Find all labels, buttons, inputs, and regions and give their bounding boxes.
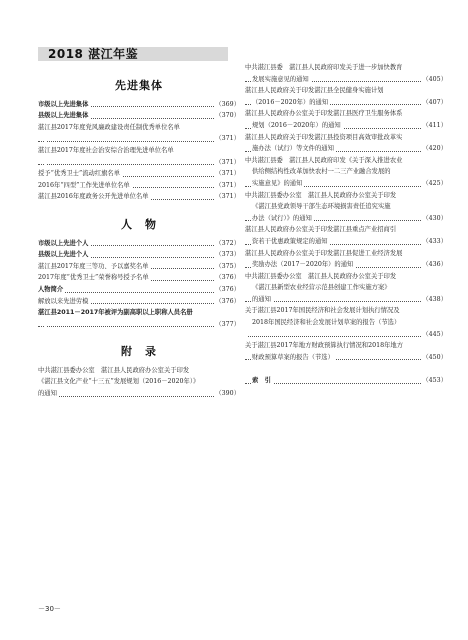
toc-entry-title: 授予“优秀卫士”流动红旗名单: [38, 170, 121, 178]
toc-entry: [245, 120, 447, 132]
toc-entry: [38, 168, 240, 180]
toc-page-number: （376）: [213, 296, 240, 308]
toc-page-number: （390）: [213, 388, 240, 400]
toc-entry-title: 中共湛江县委 湛江县人民政府印发关于进一步加快教育: [245, 64, 403, 71]
toc-page-number: （370）: [213, 110, 240, 122]
toc-entry: [38, 99, 240, 111]
toc-entry-title: 发展实施意见的通知: [252, 75, 309, 83]
toc-entry-title: 的通知: [38, 390, 57, 398]
toc-entry: [245, 363, 447, 375]
toc-entry-title: 湛江县人民政府办公室关于印发湛江县医疗卫生服务体系: [245, 110, 403, 118]
toc-page-number: （371）: [213, 180, 240, 192]
toc-entry: [245, 236, 447, 248]
toc-page-number: （372）: [213, 238, 240, 250]
toc-entry-title: 湛江县2016年度政务公开先进单位名单: [38, 193, 149, 201]
toc-entry: [38, 238, 240, 250]
toc-page-number: （425）: [420, 178, 447, 190]
toc-page-number: （371）: [213, 133, 240, 145]
toc-entry: [245, 352, 447, 364]
toc-entry-title: 《湛江县文化产业“十三五”发展规划（2016－2020年）》: [38, 378, 200, 386]
toc-entry-title: 2017年度“优秀卫士”荣誉称号授予名单: [38, 274, 149, 282]
toc-entry: [245, 178, 447, 190]
toc-entry-title: 中共湛江县委办公室 湛江县人民政府办公室关于印发: [245, 272, 397, 280]
toc-entry: [38, 272, 240, 284]
toc-entry: [38, 191, 240, 203]
toc-entry: [38, 388, 240, 400]
toc-page-number: （377）: [213, 319, 240, 331]
toc-page-number: （371）: [213, 168, 240, 180]
toc-page-number: （375）: [213, 261, 240, 273]
toc-entry-title: 实施意见》的通知: [252, 179, 303, 187]
toc-entry: [245, 340, 447, 352]
toc-entry: [245, 329, 447, 341]
toc-entry: [245, 97, 447, 109]
toc-page-number: （373）: [213, 249, 240, 261]
toc-entry: [38, 261, 240, 273]
toc-entry: [245, 85, 447, 97]
toc-entry-title: 县级以上先进个人: [38, 251, 89, 259]
toc-entry-title: 规划（2016－2020年）的通知: [252, 121, 341, 129]
toc-page-number: （450）: [420, 352, 447, 364]
toc-entry: [245, 317, 447, 329]
toc-entry-title: 解放以来先进劳模: [38, 297, 89, 305]
toc-entry: [245, 248, 447, 260]
toc-page-number: （433）: [420, 236, 447, 248]
toc-page-number: （438）: [420, 294, 447, 306]
toc-entry: [245, 294, 447, 306]
toc-entry: [38, 122, 240, 134]
toc-entry: [245, 305, 447, 317]
toc-entry-title: 《湛江县党政领导干部生态环境损害责任追究实施: [252, 203, 391, 211]
toc-page-number: （407）: [420, 97, 447, 109]
toc-entry: [245, 108, 447, 120]
toc-entry: [245, 74, 447, 86]
toc-page-number: （411）: [420, 120, 447, 132]
toc-entry-title: 湛江县2011－2017年被评为副高职以上职称人员名册: [38, 309, 193, 317]
toc-entry-title: 财政预算草案的报告（节选）: [252, 353, 334, 361]
toc-page-number: （420）: [420, 143, 447, 155]
toc-entry-title: 办法（试行）》的通知: [252, 214, 312, 222]
toc-entry: [245, 155, 447, 167]
toc-entry: [38, 365, 240, 377]
toc-entry-title: 的通知: [252, 295, 271, 303]
toc-entry-title: [245, 331, 247, 338]
toc-entry-title: 市级以上先进个人: [38, 239, 89, 247]
toc-entry: [245, 282, 447, 294]
toc-entry-title: 《湛江县新型农业经营示范县创建工作实施方案》: [252, 284, 391, 292]
toc-entry-title: 2018年国民经济和社会发展计划草案的报告（节选）: [252, 319, 401, 327]
toc-entry: [38, 180, 240, 192]
toc-page-number: （436）: [420, 259, 447, 271]
toc-entry-title: 湛江县2017年度党风廉政建设责任制优秀单位名单: [38, 123, 180, 131]
toc-entry-title: 湛江县人民政府关于印发湛江县投资项目高效审批改革实: [245, 133, 403, 141]
toc-entry: [245, 375, 447, 387]
toc-page-number: （430）: [420, 213, 447, 225]
toc-entry-title: 中共湛江县委办公室 湛江县人民政府办公室关于印发: [38, 366, 190, 374]
toc-page-number: （369）: [213, 99, 240, 111]
toc-entry-title: 湛江县2017年度社会治安综合治理先进单位名单: [38, 146, 174, 154]
toc-entry: [245, 201, 447, 213]
toc-entry: [38, 249, 240, 261]
toc-entry-title: [45, 321, 47, 328]
toc-entry: [38, 110, 240, 122]
toc-page-number: （405）: [420, 74, 447, 86]
toc-entry-title: 关于湛江县2017年地方财政预算执行情况和2018年地方: [245, 342, 403, 350]
section-title: 人 物: [121, 217, 157, 231]
toc-entry-title: 人物简介: [38, 285, 64, 293]
toc-entry-title: （2016－2020年）的通知: [252, 98, 329, 106]
toc-entry-title: [45, 135, 47, 142]
toc-entry: [38, 133, 240, 145]
toc-entry: [38, 319, 240, 331]
toc-entry-title: 施办法（试行）等文件的通知: [252, 145, 334, 153]
toc-entry: [245, 271, 447, 283]
toc-page-number: （445）: [420, 329, 447, 341]
toc-entry-title: 湛江县人民政府办公室关于印发湛江县促进工业经济发展: [245, 249, 403, 257]
toc-entry: [245, 224, 447, 236]
toc-entry-title: 奖励办法（2017－2020年）的通知: [252, 261, 354, 269]
toc-page-number: （376）: [213, 272, 240, 284]
toc-entry: [245, 62, 447, 74]
left-column: [38, 62, 240, 400]
toc-entry-title: 湛江县人民政府关于印发湛江县全民健身实施计划: [245, 87, 384, 95]
toc-entry-title: [45, 159, 47, 166]
toc-entry-title: 市级以上先进集体: [38, 100, 89, 108]
page-number: －30－: [38, 605, 61, 613]
toc-entry-title: 供给侧结构性改革加快农村一二三产业融合发展的: [252, 168, 391, 176]
yearbook-title: 2018 湛江年鉴: [48, 47, 139, 61]
toc-entry: [245, 213, 447, 225]
toc-entry-title: 索 引: [252, 377, 271, 385]
toc-entry-title: 中共湛江县委办公室 湛江县人民政府办公室关于印发: [245, 191, 397, 199]
toc-entry: [38, 376, 240, 388]
section-title: 附 录: [121, 345, 157, 359]
toc-entry-title: 湛江县2017年度三等功、予以嘉奖名单: [38, 262, 149, 270]
toc-page-number: （376）: [213, 284, 240, 296]
toc-entry-title: 资若干优惠政策规定的通知: [252, 237, 328, 245]
toc-entry: [38, 284, 240, 296]
toc-entry: [245, 190, 447, 202]
toc-entry: [38, 157, 240, 169]
toc-entry: [38, 296, 240, 308]
toc-entry: [38, 145, 240, 157]
toc-entry-title: 2016年“四型”工作先进单位名单: [38, 181, 130, 189]
toc-page-number: （371）: [213, 191, 240, 203]
right-column: [245, 62, 447, 387]
toc-entry-title: 县级以上先进集体: [38, 112, 89, 120]
toc-entry: [245, 132, 447, 144]
toc-entry: [245, 259, 447, 271]
toc-page-number: （453）: [420, 375, 447, 387]
toc-entry-title: 湛江县人民政府办公室关于印发湛江县重点产业招商引: [245, 226, 397, 234]
toc-entry: [245, 166, 447, 178]
toc-entry: [38, 307, 240, 319]
toc-page-number: （371）: [213, 157, 240, 169]
section-title: 先进集体: [115, 79, 163, 92]
toc-entry: [245, 143, 447, 155]
toc-entry-title: 关于湛江县2017年国民经济和社会发展计划执行情况及: [245, 307, 400, 315]
toc-entry-title: 中共湛江县委 湛江县人民政府印发《关于深入推进农业: [245, 156, 403, 164]
